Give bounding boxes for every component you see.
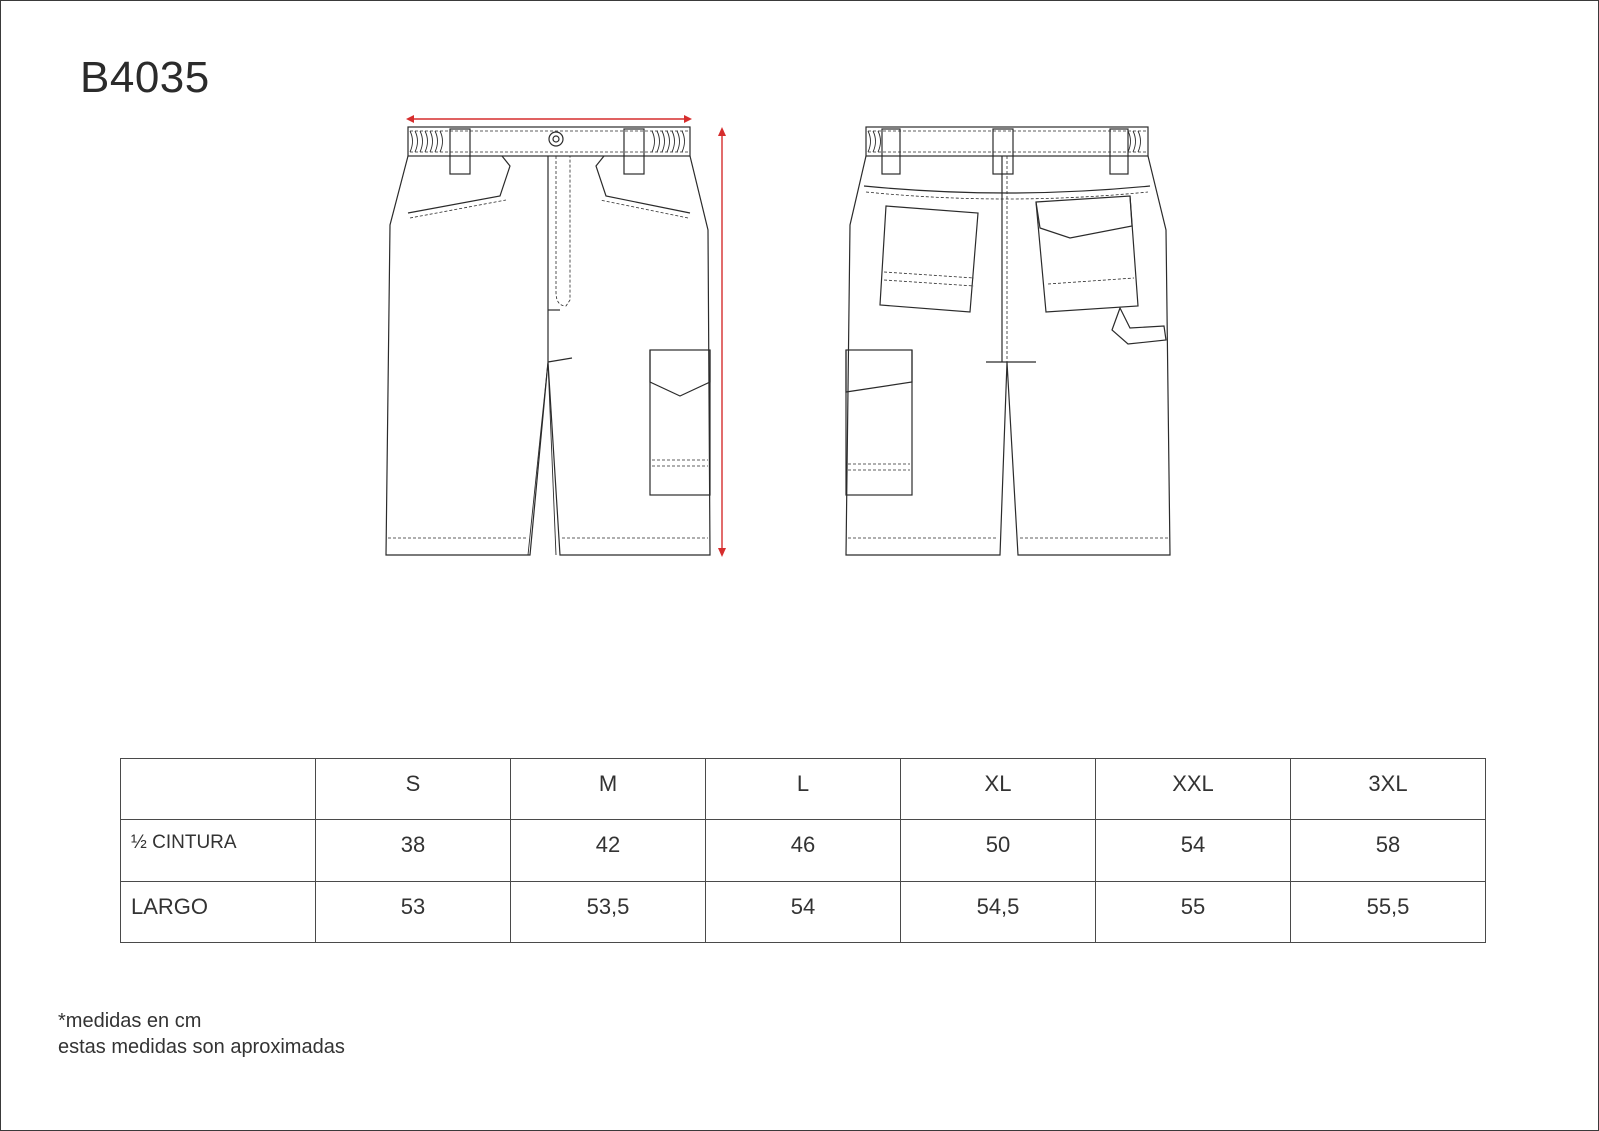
product-code: B4035 bbox=[80, 53, 210, 102]
note-units: *medidas en cm bbox=[58, 1010, 202, 1032]
size-header-cell: 3XL bbox=[1291, 759, 1486, 820]
note-approximate: estas medidas son aproximadas bbox=[58, 1036, 345, 1058]
table-cell: 53,5 bbox=[511, 881, 706, 942]
empty-header-cell bbox=[121, 759, 316, 820]
size-header-cell: S bbox=[316, 759, 511, 820]
table-cell: 54 bbox=[706, 881, 901, 942]
size-header-cell: L bbox=[706, 759, 901, 820]
table-cell: 54 bbox=[1096, 820, 1291, 881]
front-view-shorts-icon bbox=[386, 127, 710, 555]
table-cell: 55,5 bbox=[1291, 881, 1486, 942]
table-cell: 55 bbox=[1096, 881, 1291, 942]
row-label-half-waist: ½ CINTURA bbox=[121, 820, 316, 881]
size-header-cell: XL bbox=[901, 759, 1096, 820]
size-header-cell: M bbox=[511, 759, 706, 820]
waist-measure-arrow-icon bbox=[406, 115, 692, 123]
measurement-notes bbox=[58, 1008, 345, 1060]
size-table bbox=[120, 758, 1486, 943]
table-cell: 38 bbox=[316, 820, 511, 881]
table-row bbox=[121, 820, 1486, 881]
size-header-cell: XXL bbox=[1096, 759, 1291, 820]
table-cell: 46 bbox=[706, 820, 901, 881]
back-view-shorts-icon bbox=[846, 127, 1170, 555]
length-measure-arrow-icon bbox=[718, 127, 726, 557]
table-cell: 53 bbox=[316, 881, 511, 942]
table-row bbox=[121, 881, 1486, 942]
table-cell: 54,5 bbox=[901, 881, 1096, 942]
table-cell: 58 bbox=[1291, 820, 1486, 881]
table-cell: 42 bbox=[511, 820, 706, 881]
row-label-length: LARGO bbox=[121, 881, 316, 942]
table-cell: 50 bbox=[901, 820, 1096, 881]
size-header-row bbox=[121, 759, 1486, 820]
